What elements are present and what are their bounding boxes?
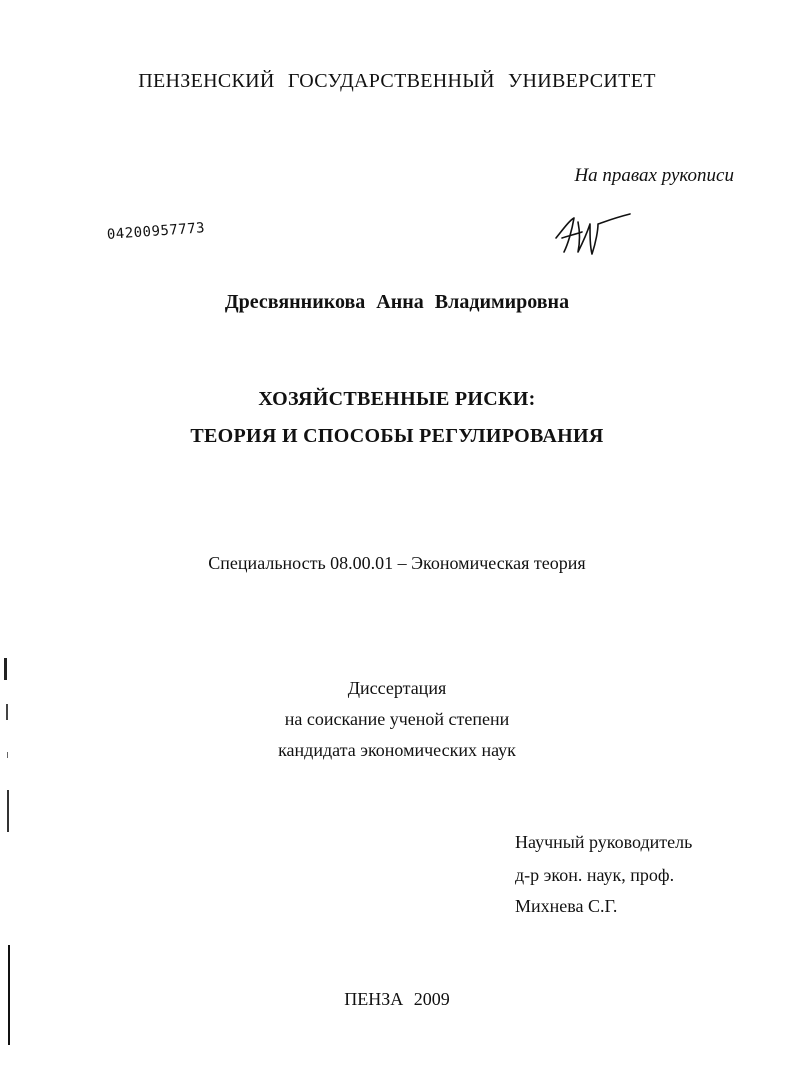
city-year: ПЕНЗА 2009	[344, 989, 450, 1009]
scan-edge-marks	[0, 640, 24, 1050]
advisor-degree: д-р экон. наук, проф.	[515, 865, 675, 885]
degree-purpose: на соискание ученой степени	[284, 709, 510, 729]
degree-name: кандидата экономических наук	[278, 740, 516, 760]
dissertation-label: Диссертация	[347, 678, 447, 698]
university-name: ПЕНЗЕНСКИЙ ГОСУДАРСТВЕННЫЙ УНИВЕРСИТЕТ	[138, 70, 656, 92]
advisor-role: Научный руководитель	[515, 832, 693, 852]
manuscript-note: На правах рукописи	[574, 165, 734, 186]
registration-number: 04200957773	[106, 220, 206, 243]
thesis-title-line-1: ХОЗЯЙСТВЕННЫЕ РИСКИ:	[258, 388, 536, 410]
author-name: Дресвянникова Анна Владимировна	[224, 291, 570, 313]
specialty: Специальность 08.00.01 – Экономическая теория	[208, 553, 586, 573]
advisor-name: Михнева С.Г.	[515, 896, 618, 916]
thesis-title-line-2: ТЕОРИЯ И СПОСОБЫ РЕГУЛИРОВАНИЯ	[190, 425, 604, 447]
signature-image	[554, 208, 632, 260]
